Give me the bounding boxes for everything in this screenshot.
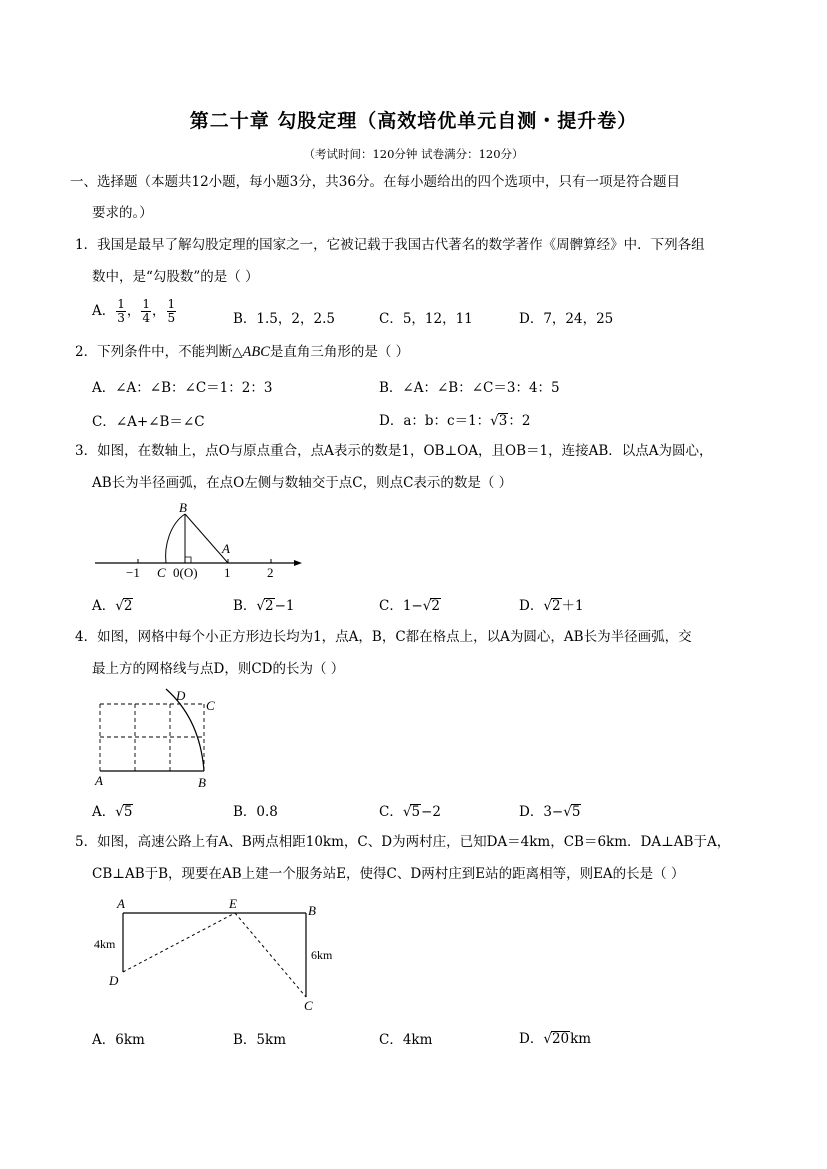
q2-option-d[interactable]: D．a：b：c＝1：√3：2 xyxy=(379,413,531,429)
q1-stem-line1: 1．我国是最早了解勾股定理的国家之一，它被记载于我国古代著名的数学著作《周髀算经》中．下列各组 xyxy=(75,237,705,253)
tick-label-1: 1 xyxy=(224,565,231,580)
q3-option-a[interactable]: A．√2 xyxy=(92,598,133,614)
fraction: $\frac{1}{5}$ xyxy=(167,297,176,325)
section-header-line2: 要求的。） xyxy=(92,205,153,221)
q1-option-d[interactable]: D．7，24，25 xyxy=(519,311,614,327)
label-a: A xyxy=(222,541,230,556)
label-cb-length: 6km xyxy=(311,948,333,962)
grid-lines xyxy=(100,704,204,771)
q4-option-a[interactable]: A．√5 xyxy=(92,804,133,820)
q5-option-b[interactable]: B．5km xyxy=(233,1032,286,1048)
q5-stem-line1: 5．如图，高速公路上有A、B两点相距10km，C、D为两村庄，已知DA＝4km，CB＝6km．DA⊥AB于A， xyxy=(75,834,731,850)
q2-stem: 2．下列条件中，不能判断△ABC是直角三角形的是（ ） xyxy=(75,344,410,360)
q3-stem-line2: AB长为半径画弧，在点O左侧与数轴交于点C，则点C表示的数是（ ） xyxy=(92,475,513,491)
q1-option-a[interactable]: A． $\frac{1}{3}$ ， $\frac{1}{4}$ ， $\frac{1}{5}$ xyxy=(92,297,176,325)
label-b: B xyxy=(198,775,206,790)
q2-option-c[interactable]: C．∠A+∠B＝∠C xyxy=(92,414,205,430)
q5-stem-line2: CB⊥AB于B，现要在AB上建一个服务站E，使得C、D两村庄到E站的距离相等，则EA的长是（ ） xyxy=(92,866,685,882)
exam-info: （考试时间：120分钟 试卷满分：120分） xyxy=(303,147,524,161)
radicand: 3 xyxy=(498,413,508,429)
label-a: A xyxy=(95,773,103,788)
q1-option-b[interactable]: B．1.5，2，2.5 xyxy=(233,311,335,327)
tick-label-0: 0(O) xyxy=(173,565,198,580)
label-d: D xyxy=(109,973,119,988)
q4-option-d[interactable]: D．3−√5 xyxy=(519,804,581,820)
label-c: C xyxy=(206,698,215,713)
label-d: D xyxy=(176,688,186,703)
segment-de xyxy=(123,913,235,972)
arc-bc xyxy=(166,514,185,563)
option-label: A． xyxy=(92,303,116,319)
q1-option-c[interactable]: C．5，12，11 xyxy=(379,311,473,327)
label-e: E xyxy=(229,896,237,911)
q2-option-a[interactable]: A．∠A：∠B：∠C＝1：2：3 xyxy=(92,380,273,396)
q4-stem-line1: 4．如图，网格中每个小正方形边长均为1，点A，B，C都在格点上，以A为圆心，AB长为半径画弧，交 xyxy=(75,629,692,645)
q3-option-b[interactable]: B．√2−1 xyxy=(233,598,295,614)
label-a: A xyxy=(117,896,125,911)
fraction: $\frac{1}{3}$ xyxy=(117,297,125,325)
label-b: B xyxy=(308,903,316,918)
q5-option-d[interactable]: D．√20km xyxy=(519,1031,592,1047)
section-header-line1: 一、选择题（本题共12小题，每小题3分，共36分。在每小题给出的四个选项中，只有一项是符合题目 xyxy=(70,174,680,190)
tick-label-2: 2 xyxy=(267,565,274,580)
label-da-length: 4km xyxy=(94,937,116,951)
q5-option-a[interactable]: A．6km xyxy=(92,1032,145,1048)
q3-option-c[interactable]: C．1−√2 xyxy=(379,598,440,614)
segment-ec xyxy=(235,913,306,997)
label-b: B xyxy=(179,500,187,515)
q4-option-b[interactable]: B．0.8 xyxy=(233,804,278,820)
fraction: $\frac{1}{4}$ xyxy=(142,297,151,325)
q5-option-c[interactable]: C．4km xyxy=(379,1032,433,1048)
q4-stem-line2: 最上方的网格线与点D，则CD的长为（ ） xyxy=(92,661,345,677)
q3-stem-line1: 3．如图，在数轴上，点O与原点重合，点A表示的数是1，OB⊥OA，且OB＝1，连接AB．以点A为圆心， xyxy=(75,443,713,459)
label-c: C xyxy=(157,565,166,580)
q1-stem-line2: 数中，是“勾股数”的是（ ） xyxy=(92,269,259,285)
highway-figure xyxy=(90,893,350,1015)
number-line-figure xyxy=(90,500,310,586)
label-c: C xyxy=(304,998,313,1013)
grid-figure xyxy=(90,684,230,794)
q2-option-b[interactable]: B．∠A：∠B：∠C＝3：4：5 xyxy=(379,380,560,396)
q4-option-c[interactable]: C．√5−2 xyxy=(379,804,441,820)
page-title: 第二十章 勾股定理（高效培优单元自测・提升卷） xyxy=(189,110,638,132)
axis-arrow xyxy=(294,560,302,566)
q3-option-d[interactable]: D．√2＋1 xyxy=(519,598,584,614)
tick-label-minus1: −1 xyxy=(126,565,140,580)
right-angle-mark xyxy=(185,557,191,563)
